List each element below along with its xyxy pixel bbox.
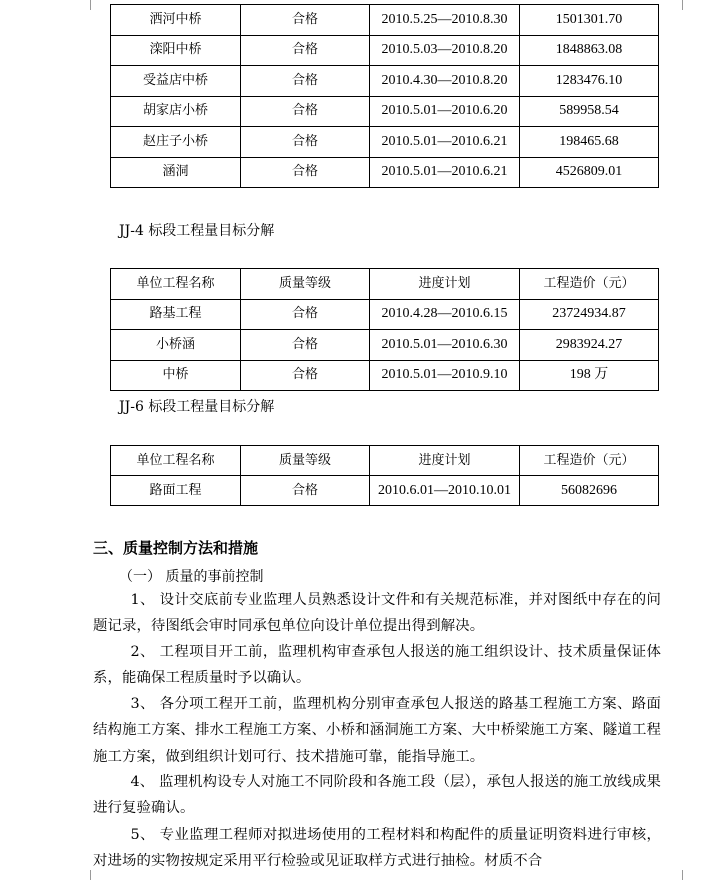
unit-name-cell: 涵洞 (111, 157, 241, 188)
column-header-quality-grade: 质量等级 (241, 269, 370, 300)
unit-name-cell: 受益店中桥 (111, 66, 241, 97)
quality-grade-cell: 合格 (241, 157, 370, 188)
paragraph-item-2: 2、 工程项目开工前，监理机构审查承包人报送的施工组织设计、技术质量保证体系，能确保工程质量时予以确认。 (93, 644, 661, 687)
cost-cell: 23724934.87 (520, 299, 659, 330)
continued-quantity-table (110, 4, 659, 188)
schedule-cell: 2010.5.01—2010.6.21 (370, 127, 520, 158)
subsection-heading: （一） 质量的事前控制 (119, 569, 264, 585)
schedule-cell: 2010.5.01—2010.6.21 (370, 157, 520, 188)
table-row (111, 5, 659, 36)
column-header-unit-name: 单位工程名称 (111, 446, 241, 476)
cost-cell: 1501301.70 (520, 5, 659, 36)
quality-grade-cell: 合格 (241, 299, 370, 330)
unit-name-cell: 滦阳中桥 (111, 35, 241, 66)
quality-grade-cell: 合格 (241, 476, 370, 506)
quality-grade-cell: 合格 (241, 96, 370, 127)
quality-grade-cell: 合格 (241, 66, 370, 97)
unit-name-cell: 中桥 (111, 360, 241, 391)
jj6-quantity-table (110, 445, 659, 506)
paragraph-item-4: 4、 监理机构设专人对施工不同阶段和各施工段（层），承包人报送的施工放线成果进行复验确认。 (93, 774, 661, 817)
unit-name-cell: 小桥涵 (111, 330, 241, 361)
cost-cell: 56082696 (520, 476, 659, 506)
column-header-unit-name: 单位工程名称 (111, 269, 241, 300)
cost-cell: 198465.68 (520, 127, 659, 158)
schedule-cell: 2010.5.01—2010.6.30 (370, 330, 520, 361)
quality-grade-cell: 合格 (241, 5, 370, 36)
column-header-cost: 工程造价（元） (520, 269, 659, 300)
crop-mark-bottom-left (80, 870, 91, 880)
quality-grade-cell: 合格 (241, 35, 370, 66)
unit-name-cell: 胡家店小桥 (111, 96, 241, 127)
cost-cell: 2983924.27 (520, 330, 659, 361)
schedule-cell: 2010.4.30—2010.8.20 (370, 66, 520, 97)
jj4-table-caption: JJ-4 标段工程量目标分解 (119, 223, 275, 239)
crop-mark-bottom-right (682, 870, 693, 880)
table-header-row (111, 446, 659, 476)
cost-cell: 589958.54 (520, 96, 659, 127)
unit-name-cell: 路面工程 (111, 476, 241, 506)
jj6-table-caption: JJ-6 标段工程量目标分解 (119, 399, 275, 415)
column-header-schedule: 进度计划 (370, 446, 520, 476)
crop-mark-top-right (682, 0, 693, 10)
unit-name-cell: 赵庄子小桥 (111, 127, 241, 158)
cost-cell: 1848863.08 (520, 35, 659, 66)
section-heading: 三、质量控制方法和措施 (93, 539, 259, 557)
schedule-cell: 2010.5.25—2010.8.30 (370, 5, 520, 36)
unit-name-cell: 洒河中桥 (111, 5, 241, 36)
quality-grade-cell: 合格 (241, 127, 370, 158)
schedule-cell: 2010.5.01—2010.6.20 (370, 96, 520, 127)
table-row (111, 476, 659, 506)
paragraph-item-3: 3、 各分项工程开工前，监理机构分别审查承包人报送的路基工程施工方案、路面结构施工方案、排水工程施工方案、小桥和涵洞施工方案、大中桥梁施工方案、隧道工程施工方案，做到组织计划可行、技术措施可靠，能指导施工。 (93, 696, 661, 765)
jj4-quantity-table (110, 268, 659, 391)
paragraph-item-1: 1、 设计交底前专业监理人员熟悉设计文件和有关规范标准，并对图纸中存在的问题记录，待图纸会审时同承包单位向设计单位提出得到解决。 (93, 592, 661, 635)
column-header-schedule: 进度计划 (370, 269, 520, 300)
schedule-cell: 2010.5.03—2010.8.20 (370, 35, 520, 66)
table-row (111, 96, 659, 127)
crop-mark-top-left (80, 0, 91, 10)
column-header-quality-grade: 质量等级 (241, 446, 370, 476)
table-row (111, 127, 659, 158)
table-row (111, 35, 659, 66)
cost-cell: 4526809.01 (520, 157, 659, 188)
paragraph-item-5: 5、 专业监理工程师对拟进场使用的工程材料和构配件的质量证明资料进行审核，对进场的实物按规定采用平行检验或见证取样方式进行抽检。材质不合 (93, 827, 661, 870)
table-row (111, 360, 659, 391)
table-row (111, 157, 659, 188)
cost-cell: 1283476.10 (520, 66, 659, 97)
cost-cell: 198 万 (520, 360, 659, 391)
column-header-cost: 工程造价（元） (520, 446, 659, 476)
table-row (111, 299, 659, 330)
table-row (111, 66, 659, 97)
schedule-cell: 2010.5.01—2010.9.10 (370, 360, 520, 391)
schedule-cell: 2010.6.01—2010.10.01 (370, 476, 520, 506)
table-header-row (111, 269, 659, 300)
quality-grade-cell: 合格 (241, 360, 370, 391)
table-row (111, 330, 659, 361)
quality-grade-cell: 合格 (241, 330, 370, 361)
unit-name-cell: 路基工程 (111, 299, 241, 330)
schedule-cell: 2010.4.28—2010.6.15 (370, 299, 520, 330)
